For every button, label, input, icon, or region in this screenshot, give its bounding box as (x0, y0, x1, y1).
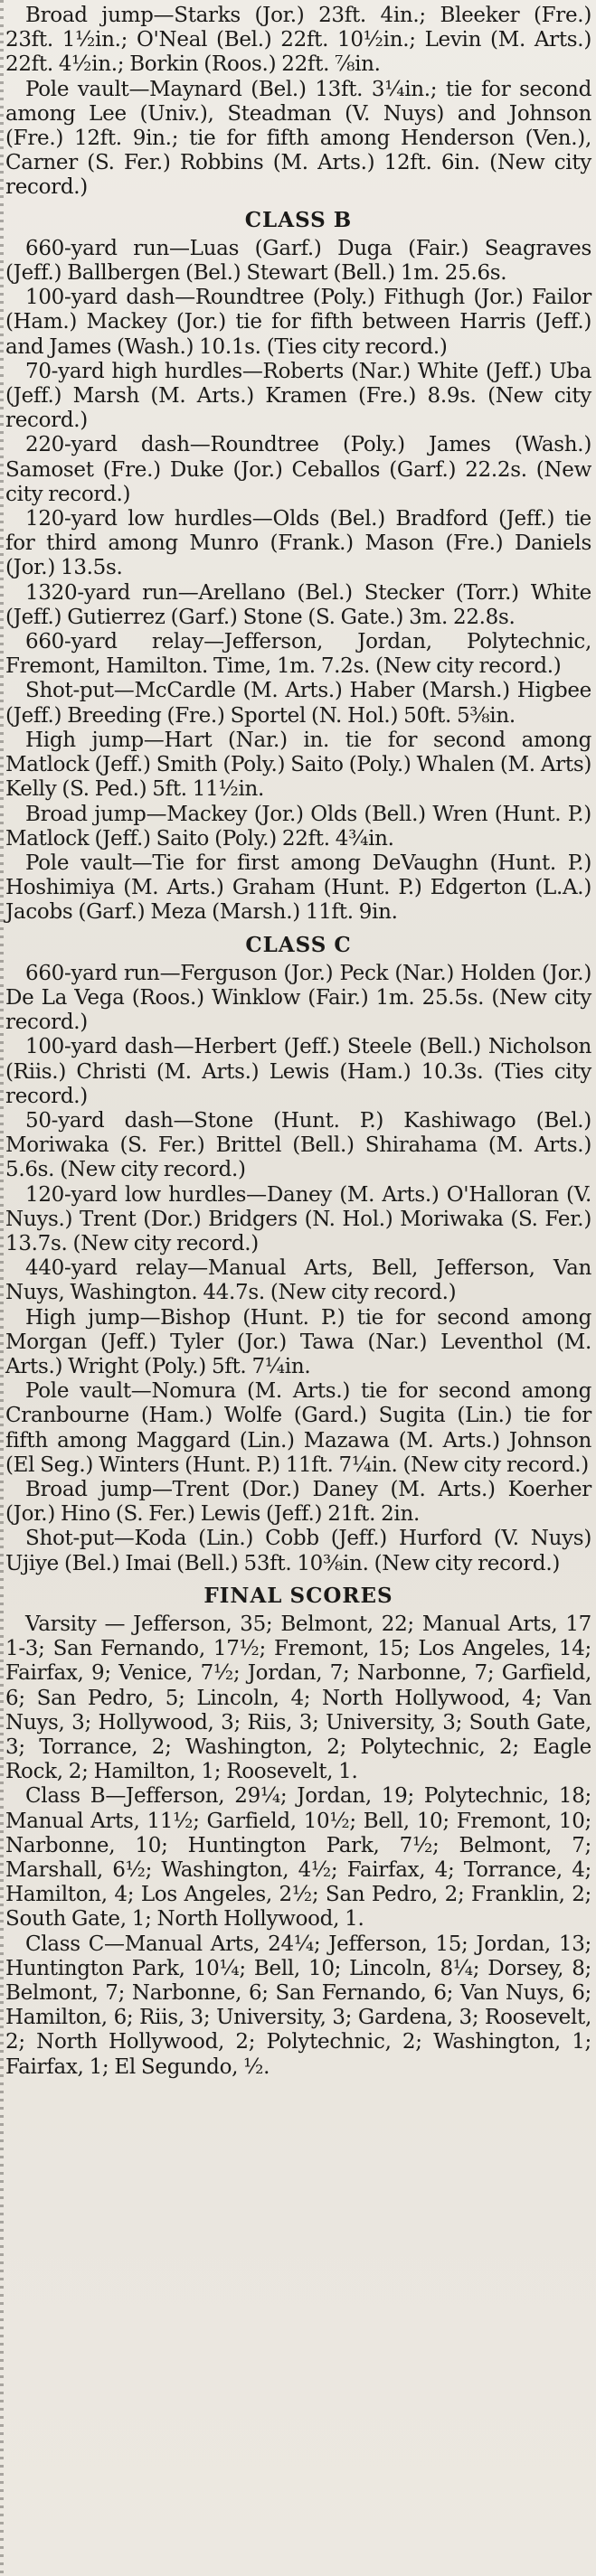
paragraph: Broad jump—Trent (Dor.) Daney (M. Arts.) Koerher (Jor.) Hino (S. Fer.) Lewis (Jeff.) 21ft. 2in. (5, 1477, 591, 1527)
paragraph: Pole vault—Nomura (M. Arts.) tie for second among Cranbourne (Ham.) Wolfe (Gard.) Sugita (Lin.) tie for fifth among Maggard (Lin.) Mazawa (M. Arts.) Johnson (El Seg.) Winters (Hunt. P.) 11ft. 7¼in. (New city record.) (5, 1379, 591, 1477)
paragraph: Pole vault—Maynard (Bel.) 13ft. 3¼in.; tie for second among Lee (Univ.), Steadman (V. Nuys) and Johnson (Fre.) 12ft. 9in.; tie for fifth among Henderson (Ven.), Carner (S. Fer.) Robbins (M. Arts.) 12ft. 6in. (New city record.) (5, 77, 591, 200)
paragraph: Varsity — Jefferson, 35; Belmont, 22; Manual Arts, 17 1-3; San Fernando, 17½; Fremont, 15; Los Angeles, 14; Fairfax, 9; Venice, 7½; Jordan, 7; Narbonne, 7; Garfield, 6; San Pedro, 5; Lincoln, 4; North Hollywood, 4; Van Nuys, 3; Hollywood, 3; Riis, 3; University, 3; South Gate, 3; Torrance, 2; Washington, 2; Polytechnic, 2; Eagle Rock, 2; Hamilton, 1; Roosevelt, 1. (5, 1612, 591, 1784)
paragraph: High jump—Hart (Nar.) in. tie for second among Matlock (Jeff.) Smith (Poly.) Saito (Poly.) Whalen (M. Arts) Kelly (S. Ped.) 5ft. 11½in. (5, 728, 591, 802)
paragraph: Broad jump—Mackey (Jor.) Olds (Bell.) Wren (Hunt. P.) Matlock (Jeff.) Saito (Poly.) 22ft. 4¾in. (5, 802, 591, 851)
paragraph: Broad jump—Starks (Jor.) 23ft. 4in.; Bleeker (Fre.) 23ft. 1½in.; O'Neal (Bel.) 22ft. 10½in.; Levin (M. Arts.) 22ft. 4½in.; Borkin (Roos.) 22ft. ⅞in. (5, 4, 591, 77)
paragraph: 660-yard relay—Jefferson, Jordan, Polytechnic, Fremont, Hamilton. Time, 1m. 7.2s. (New city record.) (5, 630, 591, 679)
paragraph: Pole vault—Tie for first among DeVaughn (Hunt. P.) Hoshimiya (M. Arts.) Graham (Hunt. P.) Edgerton (L.A.) Jacobs (Garf.) Meza (Marsh.) 11ft. 9in. (5, 851, 591, 925)
paragraph: 70-yard high hurdles—Roberts (Nar.) White (Jeff.) Uba (Jeff.) Marsh (M. Arts.) Kramen (Fre.) 8.9s. (New city record.) (5, 359, 591, 433)
paragraph: 120-yard low hurdles—Daney (M. Arts.) O'Halloran (V. Nuys.) Trent (Dor.) Bridgers (N. Hol.) Moriwaka (S. Fer.) 13.7s. (New city record.) (5, 1182, 591, 1255)
paragraph: Class C—Manual Arts, 24¼; Jefferson, 15; Jordan, 13; Huntington Park, 10¼; Bell, 10; Lincoln, 8¼; Dorsey, 8; Belmont, 7; Narbonne, 6; San Fernando, 6; Van Nuys, 6; Hamilton, 6; Riis, 3; University, 3; Gardena, 3; Roosevelt, 2; North Hollywood, 2; Polytechnic, 2; Washington, 1; Fairfax, 1; El Segundo, ½. (5, 1932, 591, 2079)
torn-edge (0, 0, 4, 2576)
paragraph: Shot-put—Koda (Lin.) Cobb (Jeff.) Hurford (V. Nuys) Ujiye (Bel.) Imai (Bell.) 53ft. 10⅜in. (New city record.) (5, 1527, 591, 1575)
article-column (5, 4, 591, 2080)
paragraph: High jump—Bishop (Hunt. P.) tie for second among Morgan (Jeff.) Tyler (Jor.) Tawa (Nar.) Leventhol (M. Arts.) Wright (Poly.) 5ft. 7¼in. (5, 1305, 591, 1378)
paragraph: Class B—Jefferson, 29¼; Jordan, 19; Polytechnic, 18; Manual Arts, 11½; Garfield, 10½; Bell, 10; Fremont, 10; Narbonne, 10; Huntington Park, 7½; Belmont, 7; Marshall, 6½; Washington, 4½; Fairfax, 4; Torrance, 4; Hamilton, 4; Los Angeles, 2½; San Pedro, 2; Franklin, 2; South Gate, 1; North Hollywood, 1. (5, 1784, 591, 1932)
section-heading-final-scores: FINAL SCORES (203, 1583, 393, 1608)
paragraph: 1320-yard run—Arellano (Bel.) Stecker (Torr.) White (Jeff.) Gutierrez (Garf.) Stone (S. Gate.) 3m. 22.8s. (5, 580, 591, 629)
paragraph: 440-yard relay—Manual Arts, Bell, Jefferson, Van Nuys, Washington. 44.7s. (New city record.) (5, 1256, 591, 1305)
section-heading-class-b: CLASS B (244, 207, 353, 232)
paragraph: 220-yard dash—Roundtree (Poly.) James (Wash.) Samoset (Fre.) Duke (Jor.) Ceballos (Garf.) 22.2s. (New city record.) (5, 433, 591, 506)
section-heading-class-c: CLASS C (245, 932, 352, 957)
paragraph: Shot-put—McCardle (M. Arts.) Haber (Marsh.) Higbee (Jeff.) Breeding (Fre.) Sportel (N. Hol.) 50ft. 5⅜in. (5, 679, 591, 728)
paragraph: 50-yard dash—Stone (Hunt. P.) Kashiwago (Bel.) Moriwaka (S. Fer.) Brittel (Bell.) Shirahama (M. Arts.) 5.6s. (New city record.) (5, 1108, 591, 1182)
paragraph: 660-yard run—Luas (Garf.) Duga (Fair.) Seagraves (Jeff.) Ballbergen (Bel.) Stewart (Bell.) 1m. 25.6s. (5, 236, 591, 286)
paragraph: 100-yard dash—Herbert (Jeff.) Steele (Bell.) Nicholson (Riis.) Christi (M. Arts.) Lewis (Ham.) 10.3s. (Ties city record.) (5, 1035, 591, 1108)
paragraph: 660-yard run—Ferguson (Jor.) Peck (Nar.) Holden (Jor.) De La Vega (Roos.) Winklow (Fair.) 1m. 25.5s. (New city record.) (5, 961, 591, 1035)
paragraph: 100-yard dash—Roundtree (Poly.) Fithugh (Jor.) Failor (Ham.) Mackey (Jor.) tie for fifth between Harris (Jeff.) and James (Wash.) 10.1s. (Ties city record.) (5, 286, 591, 359)
paragraph: 120-yard low hurdles—Olds (Bel.) Bradford (Jeff.) tie for third among Munro (Frank.) Mason (Fre.) Daniels (Jor.) 13.5s. (5, 507, 591, 580)
